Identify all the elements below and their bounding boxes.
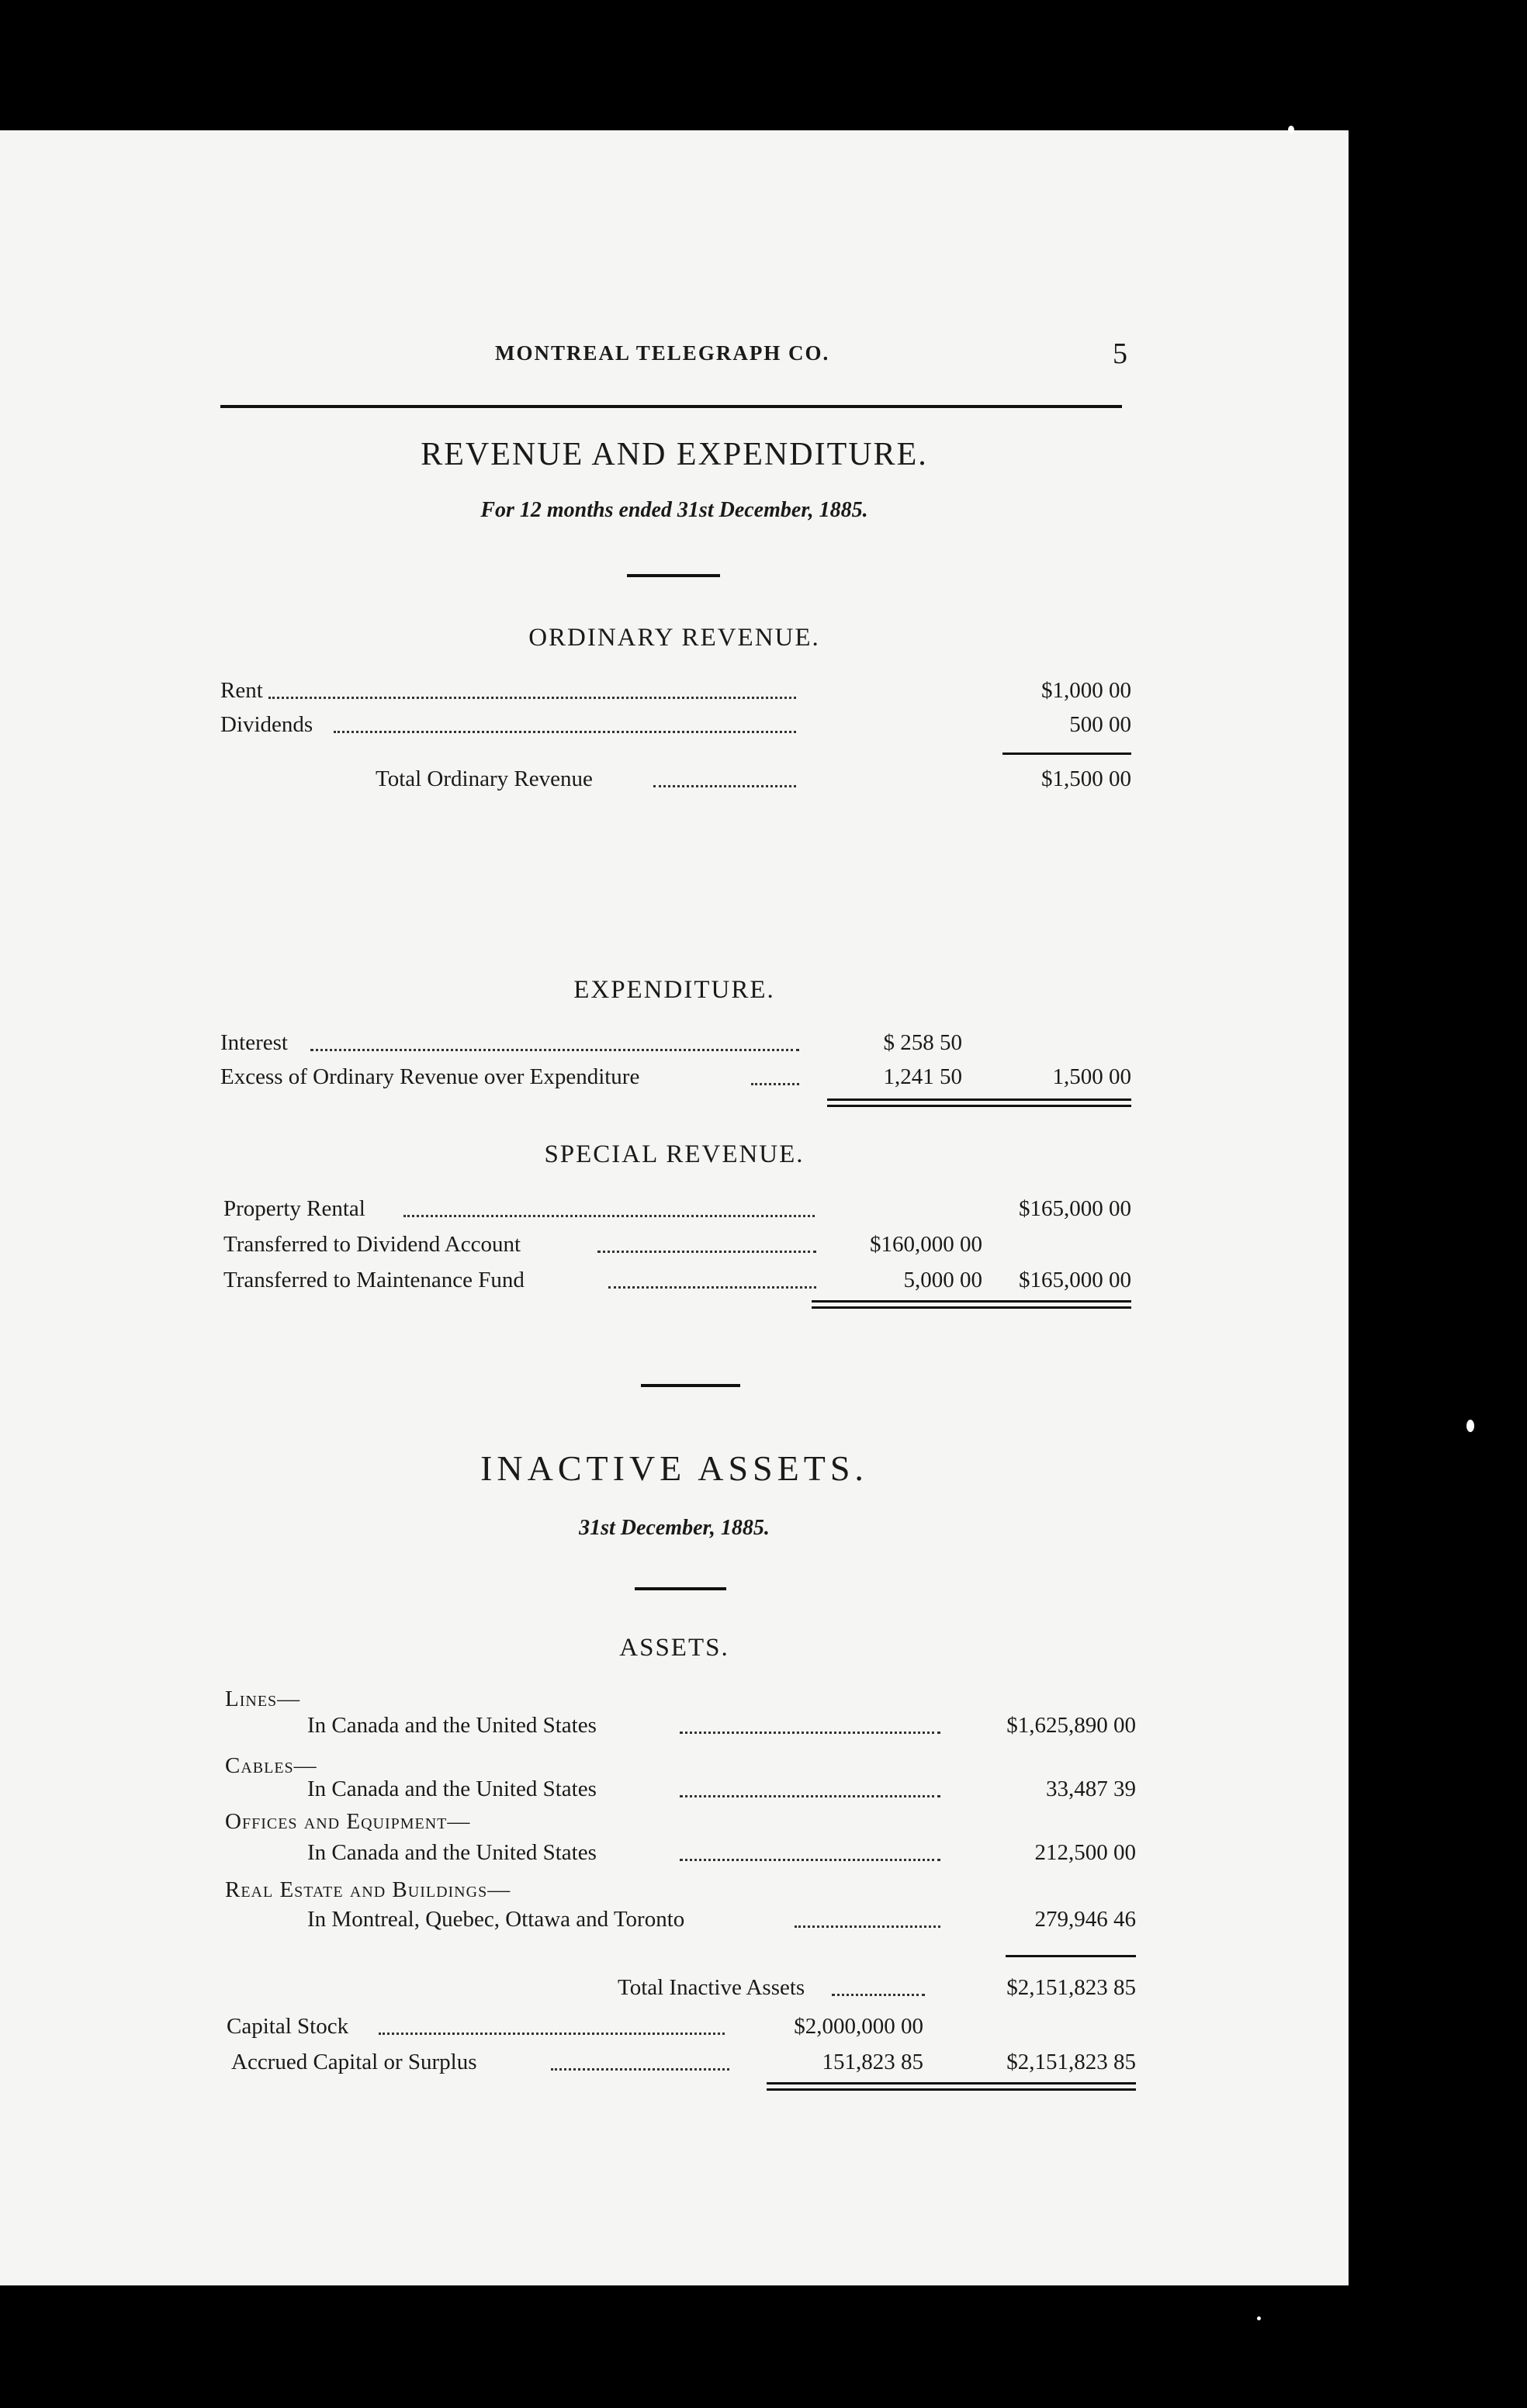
row-label: Capital Stock [227, 2014, 349, 2039]
dot-leader [751, 1083, 799, 1085]
row-label: In Montreal, Quebec, Ottawa and Toronto [307, 1907, 685, 1932]
group-heading: Cables— [225, 1753, 317, 1778]
row-amount: 1,241 50 [883, 1064, 962, 1089]
document-page [0, 130, 1349, 2285]
dot-leader [608, 1286, 816, 1289]
total-label: Total Ordinary Revenue [376, 766, 593, 791]
section-divider [641, 1384, 740, 1387]
sum-rule [1006, 1955, 1136, 1957]
row-label: Transferred to Dividend Account [223, 1232, 521, 1257]
total-amount: $2,151,823 85 [1006, 1975, 1136, 2000]
assets-title: INACTIVE ASSETS. [480, 1448, 868, 1488]
special-revenue-heading: SPECIAL REVENUE. [544, 1140, 805, 1168]
total-amount: $1,500 00 [1041, 766, 1131, 791]
scan-speck [1466, 1420, 1474, 1432]
section-divider [627, 574, 720, 577]
row-label: In Canada and the United States [307, 1713, 597, 1738]
row-amount: $2,000,000 00 [794, 2014, 923, 2039]
row-label: Rent [220, 678, 263, 703]
row-amount: 33,487 39 [1046, 1777, 1136, 1801]
row-amount: $ 258 50 [883, 1030, 962, 1055]
row-amount: 151,823 85 [822, 2050, 923, 2074]
revenue-subtitle: For 12 months ended 31st December, 1885. [480, 498, 868, 522]
header-rule [220, 405, 1122, 408]
dot-leader [653, 785, 796, 787]
expenditure-heading: EXPENDITURE. [573, 976, 775, 1004]
group-heading: Lines— [225, 1687, 301, 1711]
row-label: Interest [220, 1030, 288, 1055]
group-heading: Offices and Equipment— [225, 1809, 471, 1834]
row-label: In Canada and the United States [307, 1840, 597, 1865]
row-total: $2,151,823 85 [1006, 2050, 1136, 2074]
dot-leader [403, 1215, 815, 1217]
ordinary-revenue-heading: ORDINARY REVENUE. [528, 624, 820, 652]
dot-leader [832, 1994, 925, 1996]
double-rule [812, 1300, 1131, 1309]
row-amount: $1,625,890 00 [1006, 1713, 1136, 1738]
total-label: Total Inactive Assets [618, 1975, 805, 2000]
scan-speck [1288, 126, 1294, 133]
dot-leader [310, 1049, 799, 1051]
section-divider [635, 1587, 726, 1590]
row-amount: 212,500 00 [1034, 1840, 1136, 1865]
revenue-title: REVENUE AND EXPENDITURE. [421, 437, 928, 472]
dot-leader [795, 1925, 940, 1928]
row-label: Transferred to Maintenance Fund [223, 1268, 525, 1292]
group-heading: Real Estate and Buildings— [225, 1877, 511, 1902]
dot-leader [379, 2033, 725, 2035]
double-rule [767, 2082, 1136, 2091]
dot-leader [680, 1795, 940, 1797]
row-total: $165,000 00 [1019, 1268, 1131, 1292]
dot-leader [268, 697, 796, 699]
dot-leader [551, 2068, 729, 2071]
row-amount: 5,000 00 [903, 1268, 982, 1292]
page-number: 5 [1113, 337, 1127, 370]
row-total: 1,500 00 [1052, 1064, 1131, 1089]
row-amount: 279,946 46 [1034, 1907, 1136, 1932]
assets-heading: ASSETS. [619, 1634, 729, 1662]
dot-leader [334, 731, 796, 733]
dot-leader [597, 1251, 816, 1253]
row-amount: 500 00 [1069, 712, 1131, 737]
row-label: Property Rental [223, 1196, 365, 1221]
row-label: Accrued Capital or Surplus [231, 2050, 477, 2074]
row-label: Dividends [220, 712, 313, 737]
row-label: In Canada and the United States [307, 1777, 597, 1801]
running-title: MONTREAL TELEGRAPH CO. [495, 341, 830, 365]
dot-leader [680, 1859, 940, 1861]
row-total: $165,000 00 [1019, 1196, 1131, 1221]
assets-subtitle: 31st December, 1885. [579, 1516, 770, 1540]
double-rule [827, 1098, 1131, 1107]
sum-rule [1002, 752, 1131, 755]
row-amount: $1,000 00 [1041, 678, 1131, 703]
scan-speck [1257, 2316, 1261, 2320]
row-label: Excess of Ordinary Revenue over Expenditure [220, 1064, 640, 1089]
row-amount: $160,000 00 [870, 1232, 982, 1257]
dot-leader [680, 1732, 940, 1734]
